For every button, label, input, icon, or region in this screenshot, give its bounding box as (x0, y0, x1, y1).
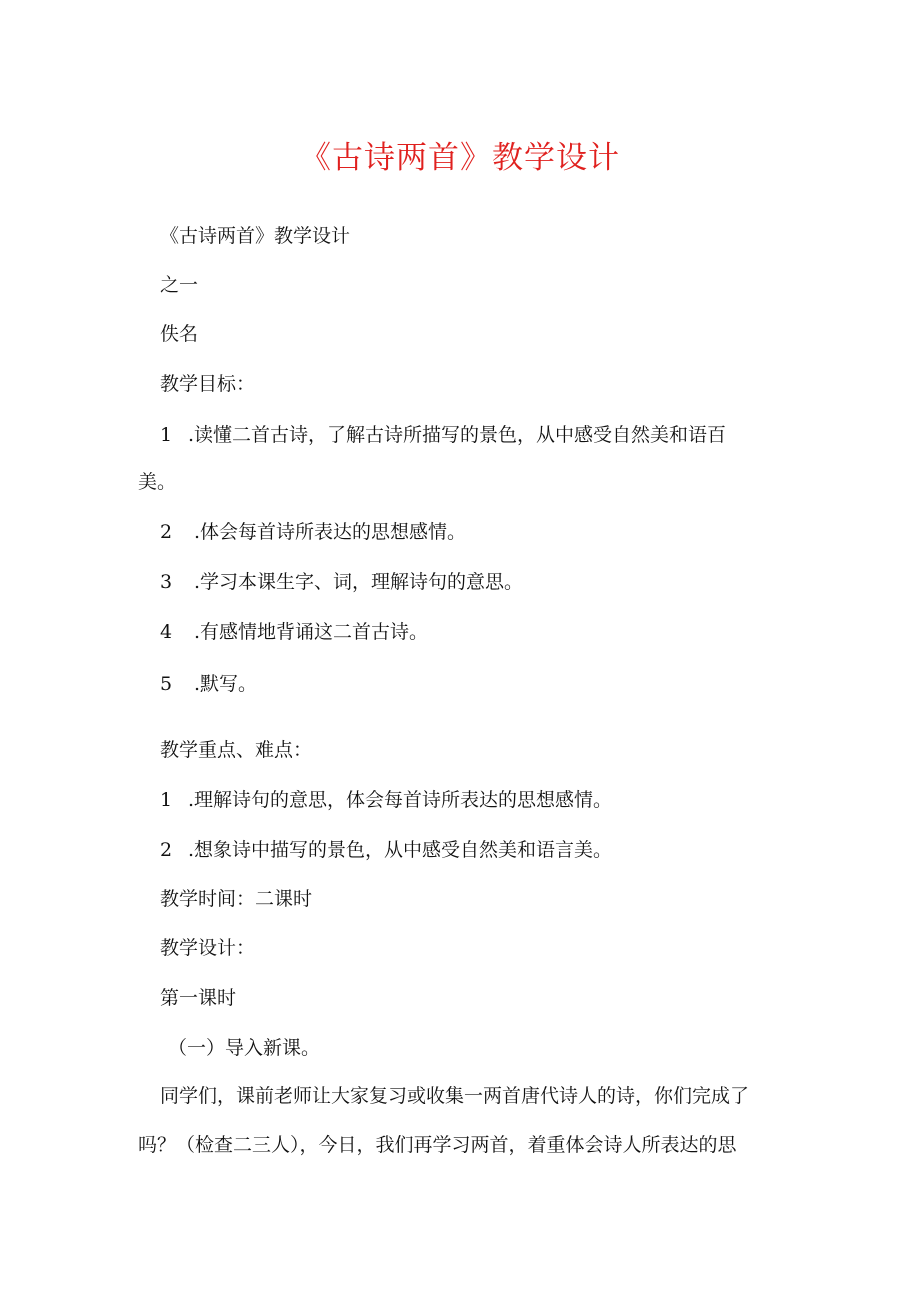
subtitle: 《古诗两首》教学设计 (160, 225, 351, 247)
objective-text: .默写。 (194, 673, 258, 695)
objective-item (160, 568, 523, 596)
key-point-text: .想象诗中描写的景色，从中感受自然美和语言美。 (188, 839, 613, 861)
design-heading: 教学设计： (160, 937, 256, 959)
objective-wrap: 美。 (138, 471, 177, 493)
objective-number: 5 (160, 673, 173, 695)
objective-text: .有感情地背诵这二首古诗。 (194, 621, 429, 643)
objective-item (160, 670, 257, 698)
objective-text: .读懂二首古诗，了解古诗所描写的景色，从中感受自然美和语百 (188, 424, 727, 446)
objective-item (160, 518, 466, 546)
teaching-time: 教学时间：二课时 (160, 888, 313, 910)
key-point-item (160, 836, 612, 864)
key-point-number: 1 (160, 789, 173, 811)
objective-text: .体会每首诗所表达的思想感情。 (194, 521, 467, 543)
objective-text: .学习本课生字、词，理解诗句的意思。 (194, 571, 524, 593)
paragraph-line: 同学们，课前老师让大家复习或收集一两首唐代诗人的诗，你们完成了 (160, 1085, 750, 1107)
author: 佚名 (160, 323, 199, 345)
paragraph-line: 吗？（检查二三人），今日，我们再学习两首，着重体会诗人所表达的思 (138, 1134, 737, 1156)
objective-number: 4 (160, 621, 173, 643)
objectives-heading: 教学目标： (160, 373, 256, 395)
lesson-label: 第一课时 (160, 987, 237, 1009)
part-label: 之一 (160, 274, 199, 296)
key-point-number: 2 (160, 839, 173, 861)
objective-number: 2 (160, 521, 173, 543)
objective-item (160, 618, 428, 646)
section-heading: （一）导入新课。 (168, 1037, 321, 1059)
objective-number: 3 (160, 571, 173, 593)
key-points-heading: 教学重点、难点： (160, 739, 313, 761)
key-point-text: .理解诗句的意思，体会每首诗所表达的思想感情。 (188, 789, 613, 811)
objective-item (160, 421, 726, 449)
key-point-item (160, 786, 612, 814)
document-title: 《古诗两首》教学设计 (300, 140, 620, 176)
objective-number: 1 (160, 424, 173, 446)
